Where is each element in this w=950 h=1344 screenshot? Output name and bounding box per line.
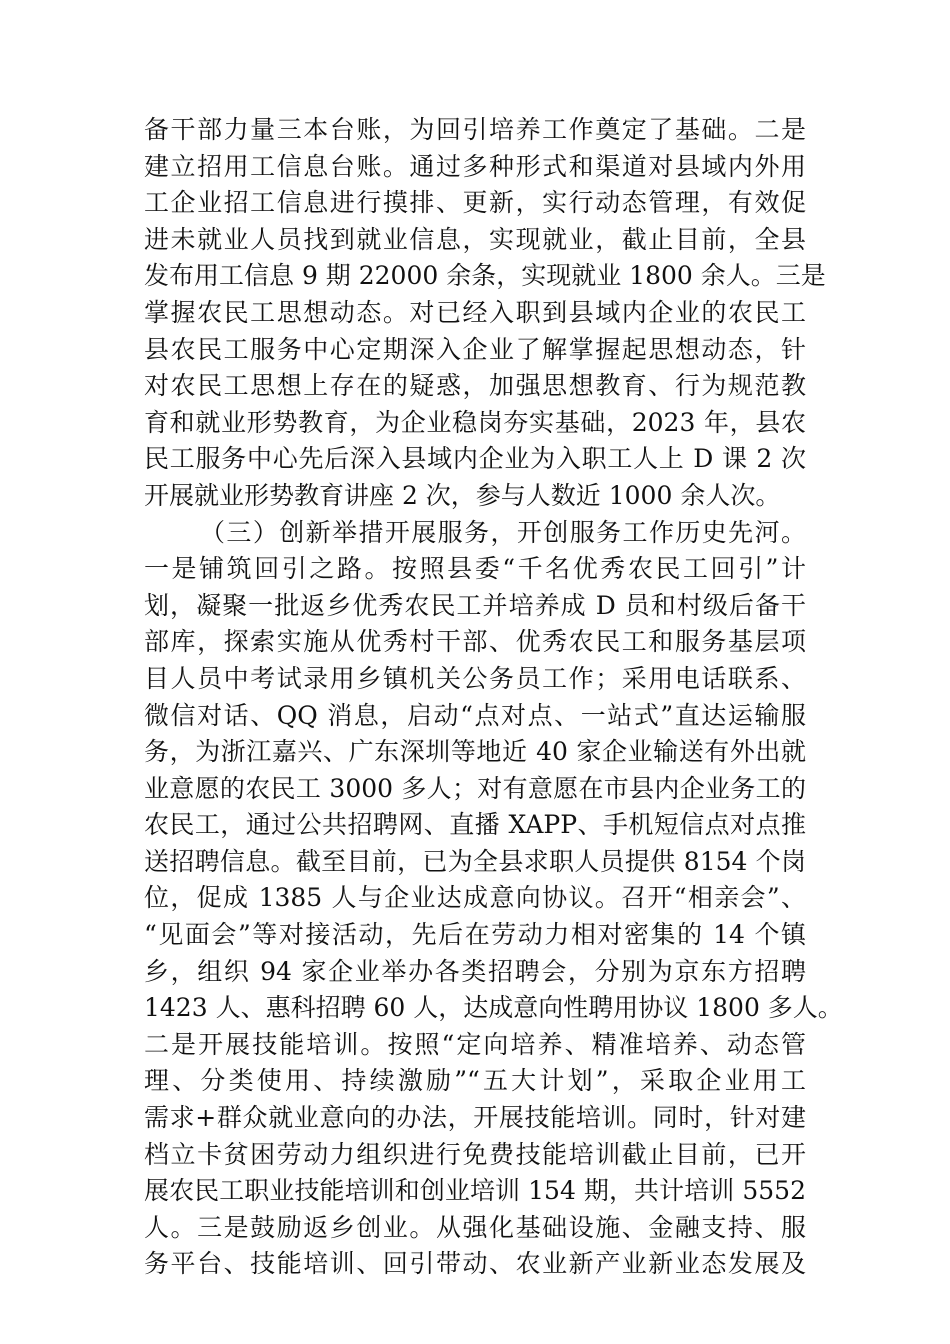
- text-line: 掌握农民工思想动态。对已经入职到县域内企业的农民工: [144, 297, 806, 327]
- text-line: 1423 人、惠科招聘 60 人，达成意向性聘用协议 1800 多人。: [144, 993, 843, 1023]
- text-line: 县农民工服务中心定期深入企业了解掌握起思想动态，针: [144, 334, 806, 364]
- text-line: 送招聘信息。截至目前，已为全县求职人员提供 8154 个岗: [144, 846, 806, 876]
- text-line: 业意愿的农民工 3000 多人；对有意愿在市县内企业务工的: [144, 773, 806, 803]
- text-line: 民工服务中心先后深入县域内企业为入职工人上 D 课 2 次: [144, 444, 806, 474]
- text-line: 理、分类使用、持续激励”“五大计划”，采取企业用工: [144, 1066, 806, 1096]
- text-line: 建立招用工信息台账。通过多种形式和渠道对县域内外用: [144, 151, 806, 181]
- text-line: 备干部力量三本台账，为回引培养工作奠定了基础。二是: [144, 115, 806, 144]
- text-line: 档立卡贫困劳动力组织进行免费技能培训截止目前，已开: [144, 1139, 806, 1169]
- text-line: 发布用工信息 9 期 22000 余条，实现就业 1800 余人。三是: [144, 261, 826, 291]
- text-line: 人。三是鼓励返乡创业。从强化基础设施、金融支持、服: [144, 1212, 806, 1242]
- text-line: 农民工，通过公共招聘网、直播 XAPP、手机短信点对点推: [144, 810, 806, 840]
- text-line: 展农民工职业技能培训和创业培训 154 期，共计培训 5552: [144, 1176, 806, 1206]
- text-line: 乡，组织 94 家企业举办各类招聘会，分别为京东方招聘: [144, 956, 806, 986]
- text-line: 对农民工思想上存在的疑惑，加强思想教育、行为规范教: [144, 371, 806, 401]
- body-text: [144, 112, 843, 1283]
- text-line: 部库，探索实施从优秀村干部、优秀农民工和服务基层项: [144, 627, 806, 657]
- text-line: 务平台、技能培训、回引带动、农业新产业新业态发展及: [144, 1249, 806, 1279]
- section-heading-line: （三）创新举措开展服务，开创服务工作历史先河。: [200, 517, 806, 547]
- text-line: 务，为浙江嘉兴、广东深圳等地近 40 家企业输送有外出就: [144, 737, 806, 767]
- text-line: 目人员中考试录用乡镇机关公务员工作；采用电话联系、: [144, 663, 806, 693]
- text-line: 位，促成 1385 人与企业达成意向协议。召开“相亲会”、: [144, 883, 806, 913]
- text-line: 开展就业形势教育讲座 2 次，参与人数近 1000 余人次。: [144, 480, 781, 510]
- text-line: 育和就业形势教育，为企业稳岗夯实基础，2023 年，县农: [144, 407, 806, 437]
- text-line: 划，凝聚一批返乡优秀农民工并培养成 D 员和村级后备干: [144, 590, 806, 620]
- text-line: 微信对话、QQ 消息，启动“点对点、一站式”直达运输服: [144, 700, 806, 730]
- text-line: “见面会”等对接活动，先后在劳动力相对密集的 14 个镇: [144, 920, 806, 950]
- text-line: 需求+群众就业意向的办法，开展技能培训。同时，针对建: [144, 1103, 806, 1133]
- text-line: 进未就业人员找到就业信息，实现就业，截止目前，全县: [144, 224, 806, 254]
- text-line: 工企业招工信息进行摸排、更新，实行动态管理，有效促: [144, 188, 806, 218]
- text-line: 一是铺筑回引之路。按照县委“千名优秀农民工回引”计: [144, 554, 806, 584]
- text-line: 二是开展技能培训。按照“定向培养、精准培养、动态管: [144, 1029, 806, 1059]
